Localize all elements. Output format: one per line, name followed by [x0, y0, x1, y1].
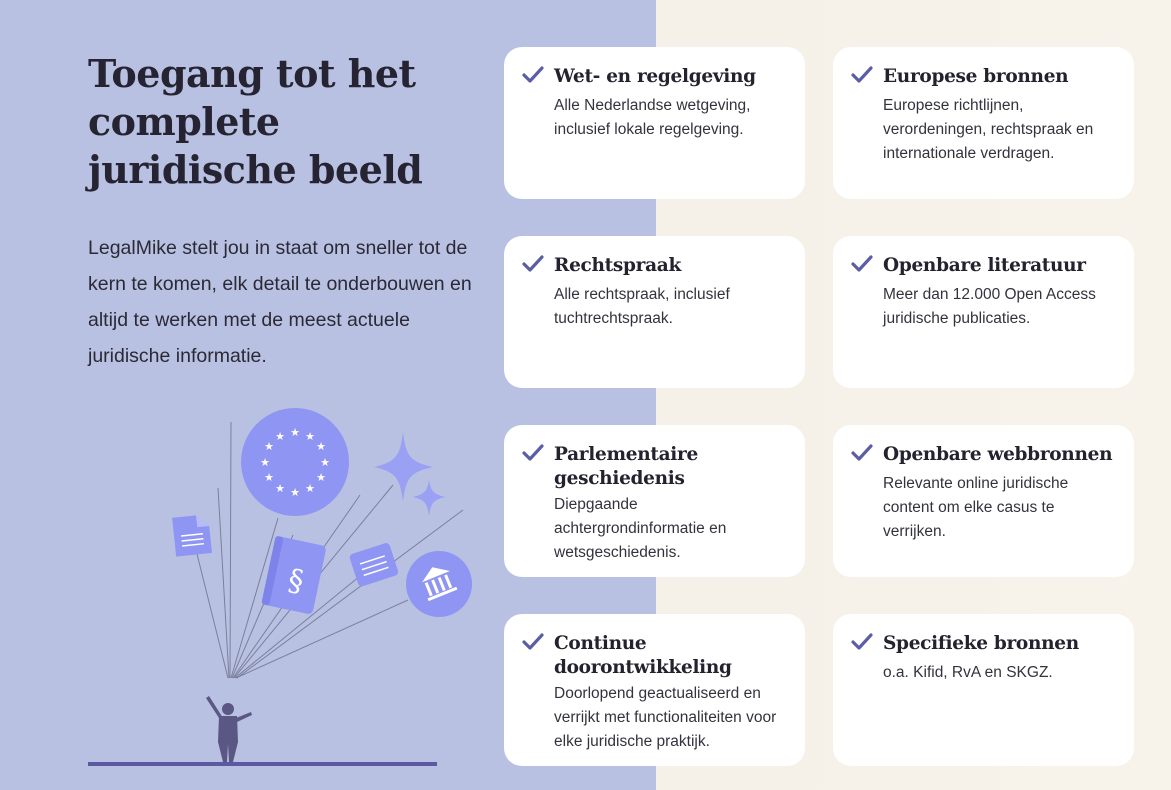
- svg-text:★: ★: [290, 426, 300, 439]
- svg-text:★: ★: [320, 456, 330, 469]
- courthouse-icon: [406, 551, 472, 617]
- svg-text:★: ★: [260, 456, 270, 469]
- feature-card-wet-regelgeving: [504, 47, 805, 199]
- law-symbol: §: [284, 562, 307, 600]
- card-text: Europese richtlijnen, verordeningen, rechtspraak en internationale verdragen.: [883, 97, 1094, 162]
- svg-text:★: ★: [305, 430, 315, 443]
- feature-card-continue-doorontwikkeling: [504, 614, 805, 766]
- card-title: Rechtspraak: [554, 255, 681, 276]
- person-figure: [206, 696, 252, 762]
- hero-text: [88, 50, 488, 374]
- svg-text:★: ★: [264, 471, 274, 484]
- svg-text:★: ★: [290, 486, 300, 499]
- card-title: Openbare webbronnen: [883, 444, 1113, 465]
- card-text: Doorlopend geactualiseerd en verrijkt met functionaliteiten voor elke juridische praktijk.: [554, 685, 777, 750]
- feature-card-openbare-webbronnen: [833, 425, 1134, 577]
- balloons-illustration: [88, 400, 488, 780]
- law-book-icon: [261, 536, 326, 615]
- feature-card-parlementaire-geschiedenis: [504, 425, 805, 577]
- card-title: Specifieke bronnen: [883, 633, 1079, 654]
- card-title: Wet- en regelgeving: [554, 66, 756, 87]
- check-icon: [522, 65, 544, 85]
- feature-card-europese-bronnen: [833, 47, 1134, 199]
- svg-text:★: ★: [275, 482, 285, 495]
- svg-text:★: ★: [316, 440, 326, 453]
- feature-card-specifieke-bronnen: [833, 614, 1134, 766]
- document-icon: [172, 514, 212, 557]
- intro-paragraph: LegalMike stelt jou in staat om sneller tot de kern te komen, elk detail te onderbouwen en altijd te werken met de meest actuele juridische informatie.: [88, 237, 472, 367]
- card-text: o.a. Kifid, RvA en SKGZ.: [883, 664, 1053, 681]
- card-text: Diepgaande achtergrondinformatie en wetsgeschiedenis.: [554, 496, 727, 561]
- check-icon: [522, 254, 544, 274]
- svg-text:★: ★: [264, 440, 274, 453]
- check-icon: [522, 632, 544, 652]
- feature-card-rechtspraak: [504, 236, 805, 388]
- card-text: Alle Nederlandse wetgeving, inclusief lokale regelgeving.: [554, 97, 751, 138]
- eu-flag-icon: [241, 408, 349, 516]
- card-title: Openbare literatuur: [883, 255, 1086, 276]
- card-title: Parlementaire geschiedenis: [554, 444, 698, 489]
- feature-card-openbare-literatuur: [833, 236, 1134, 388]
- card-title: Continue doorontwikkeling: [554, 633, 732, 678]
- page-title: Toegang tot het complete juridische beeld: [88, 51, 423, 192]
- open-book-icon: [349, 542, 399, 587]
- card-text: Meer dan 12.000 Open Access juridische publicaties.: [883, 286, 1096, 327]
- check-icon: [851, 254, 873, 274]
- svg-text:★: ★: [316, 471, 326, 484]
- check-icon: [522, 443, 544, 463]
- svg-text:★: ★: [305, 482, 315, 495]
- check-icon: [851, 632, 873, 652]
- check-icon: [851, 65, 873, 85]
- hero-illustration: [88, 400, 488, 780]
- svg-text:★: ★: [275, 430, 285, 443]
- card-title: Europese bronnen: [883, 66, 1069, 87]
- card-text: Relevante online juridische content om elke casus te verrijken.: [883, 475, 1069, 540]
- sparkle-icon: [374, 432, 445, 516]
- ground-line: [88, 762, 437, 766]
- card-text: Alle rechtspraak, inclusief tuchtrechtspraak.: [554, 286, 730, 327]
- check-icon: [851, 443, 873, 463]
